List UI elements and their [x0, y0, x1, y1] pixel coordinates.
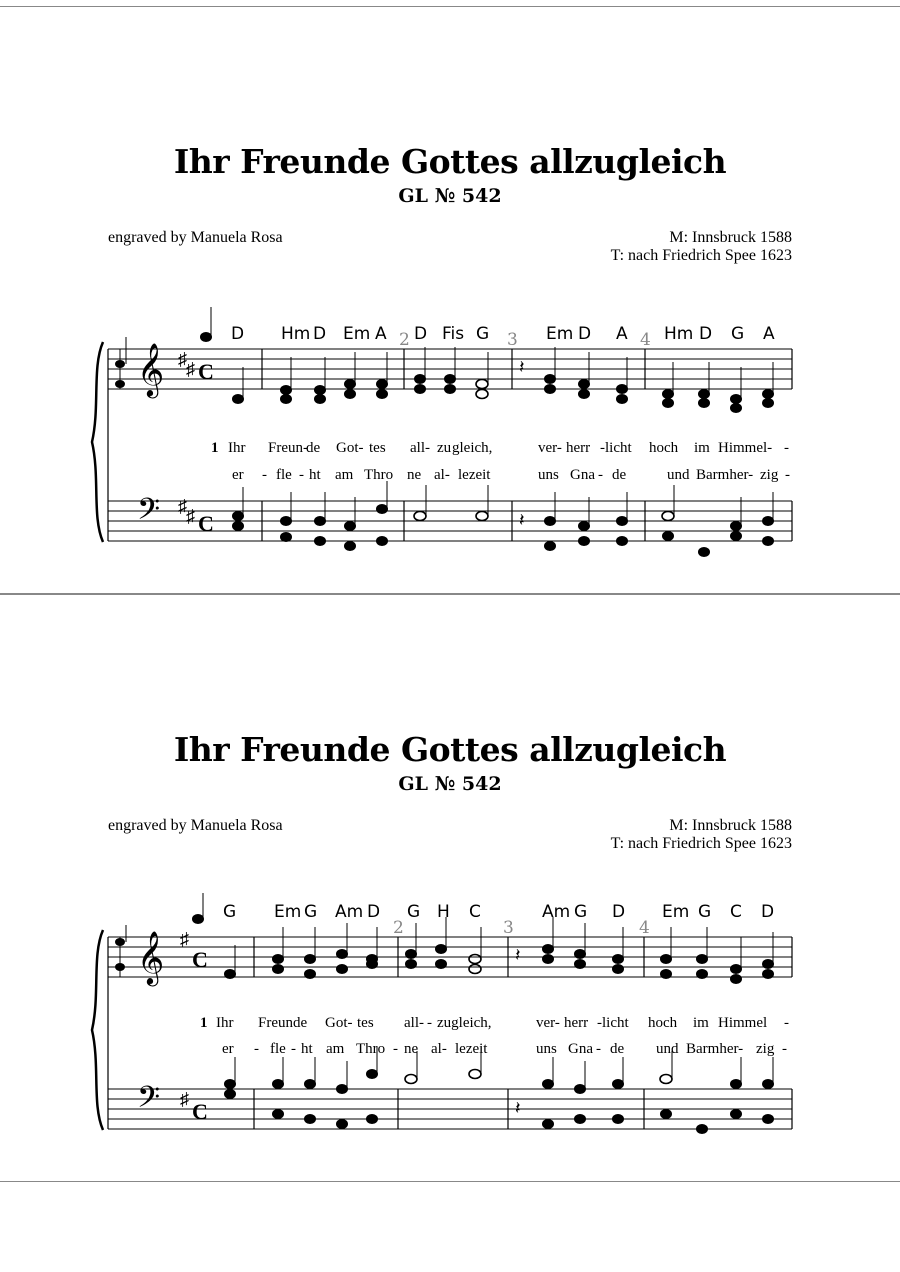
lyric-syllable: Thro	[364, 467, 394, 483]
chord-symbol: G	[698, 902, 712, 922]
lyric-syllable: Barmher-	[686, 1041, 744, 1057]
grand-staff-brace	[92, 342, 103, 542]
bar-number: 3	[507, 330, 518, 350]
lyric-syllable: -	[262, 467, 267, 483]
verse-number: 1	[211, 440, 219, 456]
key-sharp-icon: ♯	[186, 506, 195, 526]
chord-symbol: D	[761, 902, 775, 922]
piece-title: Ihr Freunde Gottes allzugleich	[173, 730, 727, 769]
chord-symbols	[231, 324, 775, 344]
chord-symbol: A	[616, 324, 628, 344]
lyric-syllable: Ihr	[216, 1015, 234, 1031]
lyric-syllable: lezeit	[458, 467, 491, 483]
chord-symbol: G	[476, 324, 490, 344]
lyrics-verse-1	[200, 1015, 789, 1031]
lyric-syllable: Gna	[568, 1041, 593, 1057]
poet-credit: T: nach Friedrich Spee 1623	[610, 247, 792, 264]
chord-symbol: Em	[343, 324, 371, 344]
piece-subtitle: GL № 542	[398, 185, 502, 207]
lyric-syllable: Got-	[336, 440, 364, 456]
chord-symbols	[223, 902, 774, 922]
quarter-rest-icon: 𝄽	[515, 1098, 521, 1118]
lyric-syllable: gleich,	[452, 440, 493, 456]
chord-symbol: G	[574, 902, 588, 922]
lyric-syllable: -	[784, 1015, 789, 1031]
lyric-syllable: am	[326, 1041, 345, 1057]
chord-symbol: D	[414, 324, 428, 344]
lyric-syllable: Himmel	[718, 1015, 768, 1031]
chord-symbol: G	[223, 902, 237, 922]
chord-symbol: Em	[662, 902, 690, 922]
incipit	[115, 925, 126, 977]
chord-symbol: Hm	[281, 324, 311, 344]
bar-number: 2	[393, 918, 404, 938]
chord-symbol: D	[699, 324, 713, 344]
lyric-syllable: tes	[369, 440, 386, 456]
lyric-syllable: all-	[410, 440, 430, 456]
lyric-syllable: Thro	[356, 1041, 386, 1057]
lyric-syllable: ht	[301, 1041, 313, 1057]
lyric-syllable: er	[222, 1041, 234, 1057]
score-system	[0, 595, 900, 1183]
quarter-rest-icon: 𝄽	[519, 510, 525, 530]
lyric-syllable: -	[784, 440, 789, 456]
lyric-syllable: -	[427, 1015, 432, 1031]
engraver-credit: engraved by Manuela Rosa	[108, 229, 283, 246]
composer-credit: M: Innsbruck 1588	[669, 817, 792, 834]
lyric-syllable: zu	[437, 440, 452, 456]
chord-symbol: G	[407, 902, 421, 922]
chord-symbol: D	[612, 902, 626, 922]
bass-clef-icon: 𝄢	[137, 493, 161, 534]
treble-notes	[201, 307, 774, 413]
lyrics-verse-2	[222, 1041, 787, 1057]
chord-symbol: C	[469, 902, 481, 922]
chord-symbol: Em	[274, 902, 302, 922]
barlines	[108, 937, 792, 1129]
lyric-syllable: fle	[270, 1041, 286, 1057]
lyric-syllable: ht	[309, 467, 321, 483]
lyric-syllable: am	[335, 467, 354, 483]
lyric-syllable: -	[254, 1041, 259, 1057]
lyrics-verse-2	[232, 467, 790, 483]
lyric-syllable: ver-	[538, 440, 562, 456]
bass-notes	[233, 481, 774, 557]
lyric-syllable: hoch	[648, 1015, 678, 1031]
lyric-syllable: al-	[434, 467, 450, 483]
lyric-syllable: -	[598, 467, 603, 483]
lyric-syllable: im	[693, 1015, 709, 1031]
lyric-syllable: -	[596, 1041, 601, 1057]
bar-number: 3	[503, 918, 514, 938]
chord-symbol: G	[731, 324, 745, 344]
quarter-rest-icon: 𝄽	[519, 357, 525, 377]
lyric-syllable: und	[656, 1041, 679, 1057]
chord-symbol: A	[763, 324, 775, 344]
chord-symbol: Hm	[664, 324, 694, 344]
lyric-syllable: fle	[276, 467, 292, 483]
key-sharp-icon: ♯	[180, 929, 189, 949]
lyric-syllable: er	[232, 467, 244, 483]
lyric-syllable: -	[299, 467, 304, 483]
lyric-syllable: al-	[431, 1041, 447, 1057]
lyric-syllable: im	[694, 440, 710, 456]
lyric-syllable: lezeit	[455, 1041, 488, 1057]
engraver-credit: engraved by Manuela Rosa	[108, 817, 283, 834]
grand-staff-brace	[92, 930, 103, 1130]
lyric-syllable: Himmel-	[718, 440, 773, 456]
chord-symbol: D	[578, 324, 592, 344]
bar-number: 2	[399, 330, 410, 350]
lyric-syllable: -	[785, 467, 790, 483]
lyric-syllable: uns	[538, 467, 559, 483]
lyric-syllable: all-	[404, 1015, 424, 1031]
verse-number: 1	[200, 1015, 208, 1031]
chord-symbol: Am	[335, 902, 364, 922]
lyric-syllable: -	[291, 1041, 296, 1057]
lyric-syllable: de	[610, 1041, 625, 1057]
bar-number: 4	[639, 918, 650, 938]
time-signature: C	[192, 947, 208, 972]
lyric-syllable: Freun-	[268, 440, 308, 456]
chord-symbol: G	[304, 902, 318, 922]
bass-staff	[108, 1089, 792, 1129]
lyric-syllable: tes	[357, 1015, 374, 1031]
lyric-syllable: -	[393, 1041, 398, 1057]
chord-symbol: C	[730, 902, 742, 922]
time-signature: C	[192, 1099, 208, 1124]
lyric-syllable: de	[306, 440, 321, 456]
bass-clef-icon: 𝄢	[137, 1081, 161, 1122]
chord-symbol: A	[375, 324, 387, 344]
piece-title: Ihr Freunde Gottes allzugleich	[173, 142, 727, 181]
score-page-2	[0, 594, 900, 1182]
chord-symbol: D	[313, 324, 327, 344]
lyric-syllable: herr	[566, 440, 591, 456]
lyric-syllable: Gna	[570, 467, 595, 483]
lyric-syllable: zig	[756, 1041, 775, 1057]
lyric-syllable: Got-	[325, 1015, 353, 1031]
quarter-rest-icon: 𝄽	[515, 945, 521, 965]
chord-symbol: H	[437, 902, 450, 922]
poet-credit: T: nach Friedrich Spee 1623	[610, 835, 792, 852]
incipit	[115, 337, 126, 389]
lyric-syllable: ne	[404, 1041, 419, 1057]
score-system	[0, 7, 900, 595]
chord-symbol: Am	[542, 902, 571, 922]
lyric-syllable: -	[782, 1041, 787, 1057]
key-sharp-icon: ♯	[178, 349, 187, 369]
score-page-1	[0, 6, 900, 594]
lyric-syllable: und	[667, 467, 690, 483]
lyric-syllable: Ihr	[228, 440, 246, 456]
key-sharp-icon: ♯	[178, 496, 187, 516]
lyric-syllable: -licht	[600, 440, 632, 456]
treble-staff	[108, 937, 792, 977]
key-sharp-icon: ♯	[180, 1089, 189, 1109]
treble-clef-icon: 𝄞	[137, 342, 165, 396]
lyric-syllable: -licht	[597, 1015, 629, 1031]
chord-symbol: D	[367, 902, 381, 922]
lyric-syllable: ne	[407, 467, 422, 483]
lyric-syllable: uns	[536, 1041, 557, 1057]
bar-number: 4	[640, 330, 651, 350]
lyric-syllable: herr	[564, 1015, 589, 1031]
lyrics-verse-1	[211, 440, 789, 456]
time-signature: C	[198, 359, 214, 384]
lyric-syllable: hoch	[649, 440, 679, 456]
composer-credit: M: Innsbruck 1588	[669, 229, 792, 246]
lyric-syllable: de	[612, 467, 627, 483]
piece-subtitle: GL № 542	[398, 773, 502, 795]
lyric-syllable: zig	[760, 467, 779, 483]
lyric-syllable: ver-	[536, 1015, 560, 1031]
bass-notes	[225, 1047, 774, 1134]
lyric-syllable: Barmher-	[696, 467, 754, 483]
chord-symbol: Em	[546, 324, 574, 344]
key-sharp-icon: ♯	[186, 359, 195, 379]
lyric-syllable: zugleich,	[437, 1015, 492, 1031]
chord-symbol: D	[231, 324, 245, 344]
lyric-syllable: Freunde	[258, 1015, 308, 1031]
treble-clef-icon: 𝄞	[137, 930, 165, 984]
chord-symbol: Fis	[442, 324, 465, 344]
time-signature: C	[198, 511, 214, 536]
